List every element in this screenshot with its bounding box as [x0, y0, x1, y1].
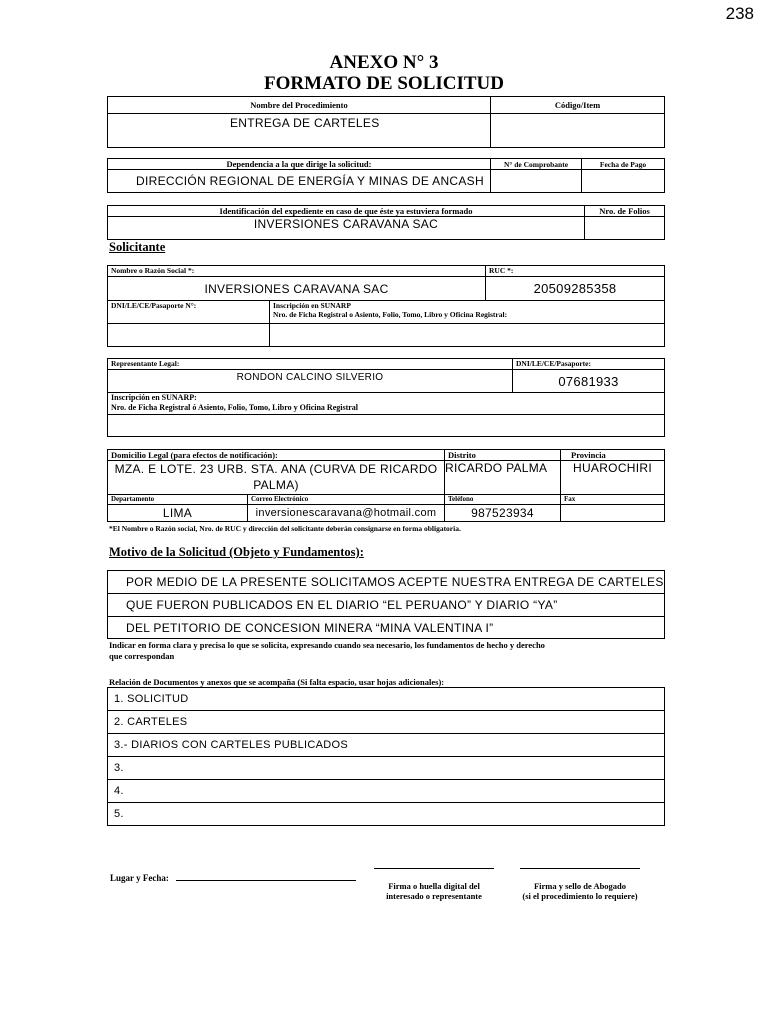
address-field[interactable] [108, 461, 445, 495]
document-item-3[interactable]: 3.- DIARIOS CON CARTELES PUBLICADOS [108, 734, 665, 757]
representative-sunarp-line1: Inscripción en SUNARP: [111, 393, 197, 402]
expediente-label: Identificación del expediente en caso de que éste ya estuviera formado [108, 206, 585, 217]
representative-label: Representante Legal: [108, 359, 513, 370]
place-date-field[interactable] [176, 880, 356, 881]
dependency-label: Dependencia a la que dirige la solicitud: [108, 159, 491, 170]
page-number: 238 [725, 4, 754, 23]
expediente-field[interactable]: INVERSIONES CARAVANA SAC [108, 217, 585, 240]
province-field[interactable]: HUAROCHIRI [561, 461, 665, 495]
address-label: Domicilio Legal (para efectos de notificación): [108, 450, 445, 461]
fax-label: Fax [561, 495, 665, 505]
signature-lawyer-caption [498, 881, 662, 901]
motivo-table [107, 570, 665, 639]
signature-interested-line1: Firma o huella digital del [388, 881, 480, 891]
sunarp-field[interactable] [270, 324, 665, 347]
motivo-instruction-line2: que correspondan [109, 651, 175, 661]
motivo-line-2[interactable]: QUE FUERON PUBLICADOS EN EL DIARIO “EL PERUANO” Y DIARIO “YA” [108, 594, 665, 617]
dni-field[interactable] [108, 324, 270, 347]
phone-label: Teléfono [445, 495, 561, 505]
document-item-4[interactable]: 3. [108, 757, 665, 780]
dni-label: DNI/LE/CE/Pasaporte N°: [108, 301, 270, 324]
document-item-6[interactable]: 5. [108, 803, 665, 826]
representative-sunarp-line2: Nro. de Ficha Registral ó Asiento, Folio, Tomo, Libro y Oficina Registral [111, 403, 359, 412]
signature-line-lawyer[interactable] [520, 868, 640, 869]
receipt-number-field[interactable] [491, 170, 582, 193]
payment-date-label: Fecha de Pago [582, 159, 665, 170]
sunarp-label [270, 301, 665, 324]
address-line1: MZA. E LOTE. 23 URB. STA. ANA (CURVA DE RICARDO [114, 462, 438, 476]
name-label: Nombre o Razón Social *: [108, 266, 486, 277]
place-date-label: Lugar y Fecha: [110, 873, 169, 883]
procedure-name-label: Nombre del Procedimiento [108, 97, 491, 114]
representative-sunarp-label [108, 393, 665, 415]
department-field[interactable]: LIMA [108, 505, 248, 522]
signature-interested-line2: interesado o representante [386, 891, 482, 901]
signature-lawyer-line2: (si el procedimiento lo requiere) [522, 891, 638, 901]
payment-date-field[interactable] [582, 170, 665, 193]
dependency-field[interactable]: DIRECCIÓN REGIONAL DE ENERGÍA Y MINAS DE ANCASH [108, 170, 491, 193]
receipt-number-label: N° de Comprobante [491, 159, 582, 170]
email-field[interactable]: inversionescaravana@hotmail.com [248, 505, 445, 522]
document-item-2[interactable]: 2. CARTELES [108, 711, 665, 734]
motivo-instruction-line1: Indicar en forma clara y precisa lo que se solicita, expresando cuando sea necesario, los fundamentos de hecho y derecho [109, 640, 545, 650]
motivo-instruction [109, 640, 545, 662]
procedure-code-label: Código/Item [491, 97, 665, 114]
procedure-table [107, 96, 665, 148]
phone-field[interactable]: 987523934 [445, 505, 561, 522]
solicitante-heading: Solicitante [109, 240, 166, 254]
motivo-heading: Motivo de la Solicitud (Objeto y Fundamentos): [109, 545, 364, 559]
representative-field[interactable]: RONDON CALCINO SILVERIO [108, 370, 513, 393]
representante-table [107, 358, 665, 437]
document-item-1[interactable]: 1. SOLICITUD [108, 688, 665, 711]
fax-field[interactable] [561, 505, 665, 522]
signature-interested-caption [366, 881, 502, 901]
district-field[interactable]: RICARDO PALMA [445, 461, 561, 495]
form-title-annex: ANEXO N° 3 [329, 52, 439, 73]
representative-dni-label: DNI/LE/CE/Pasaporte: [513, 359, 665, 370]
sunarp-label-line1: Inscripción en SUNARP [273, 301, 351, 310]
form-title: FORMATO DE SOLICITUD [264, 73, 504, 94]
dependency-table [107, 158, 665, 193]
document-item-5[interactable]: 4. [108, 780, 665, 803]
signature-lawyer-line1: Firma y sello de Abogado [533, 881, 627, 891]
ruc-label: RUC *: [486, 266, 665, 277]
sunarp-label-line2: Nro. de Ficha Registral o Asiento, Folio, Tomo, Libro y Oficina Registral: [273, 310, 508, 319]
name-field[interactable]: INVERSIONES CARAVANA SAC [108, 277, 486, 301]
district-label: Distrito [445, 450, 561, 461]
representative-sunarp-field[interactable] [108, 415, 665, 437]
ruc-field[interactable]: 20509285358 [486, 277, 665, 301]
motivo-line-1[interactable]: POR MEDIO DE LA PRESENTE SOLICITAMOS ACEPTE NUESTRA ENTREGA DE CARTELES [108, 571, 665, 594]
representative-dni-field[interactable]: 07681933 [513, 370, 665, 393]
domicilio-table [107, 449, 665, 522]
email-label: Correo Electrónico [248, 495, 445, 505]
folios-field[interactable] [585, 217, 665, 240]
mandatory-note: *El Nombre o Razón social, Nro. de RUC y dirección del solicitante deberán consignarse en forma obligatoria. [109, 524, 461, 533]
province-label: Provincia [561, 450, 665, 461]
signature-line-interested[interactable] [374, 868, 494, 869]
address-line2: PALMA) [253, 478, 299, 492]
department-label: Departamento [108, 495, 248, 505]
motivo-line-3[interactable]: DEL PETITORIO DE CONCESION MINERA “MINA VALENTINA I” [108, 617, 665, 639]
folios-label: Nro. de Folios [585, 206, 665, 217]
solicitante-table [107, 265, 665, 347]
documents-table [107, 687, 665, 826]
expediente-table [107, 205, 665, 240]
documents-heading: Relación de Documentos y anexos que se acompaña (Si falta espacio, usar hojas adicionales): [109, 677, 445, 687]
procedure-name-field[interactable]: ENTREGA DE CARTELES [108, 114, 491, 148]
procedure-code-field[interactable] [491, 114, 665, 148]
